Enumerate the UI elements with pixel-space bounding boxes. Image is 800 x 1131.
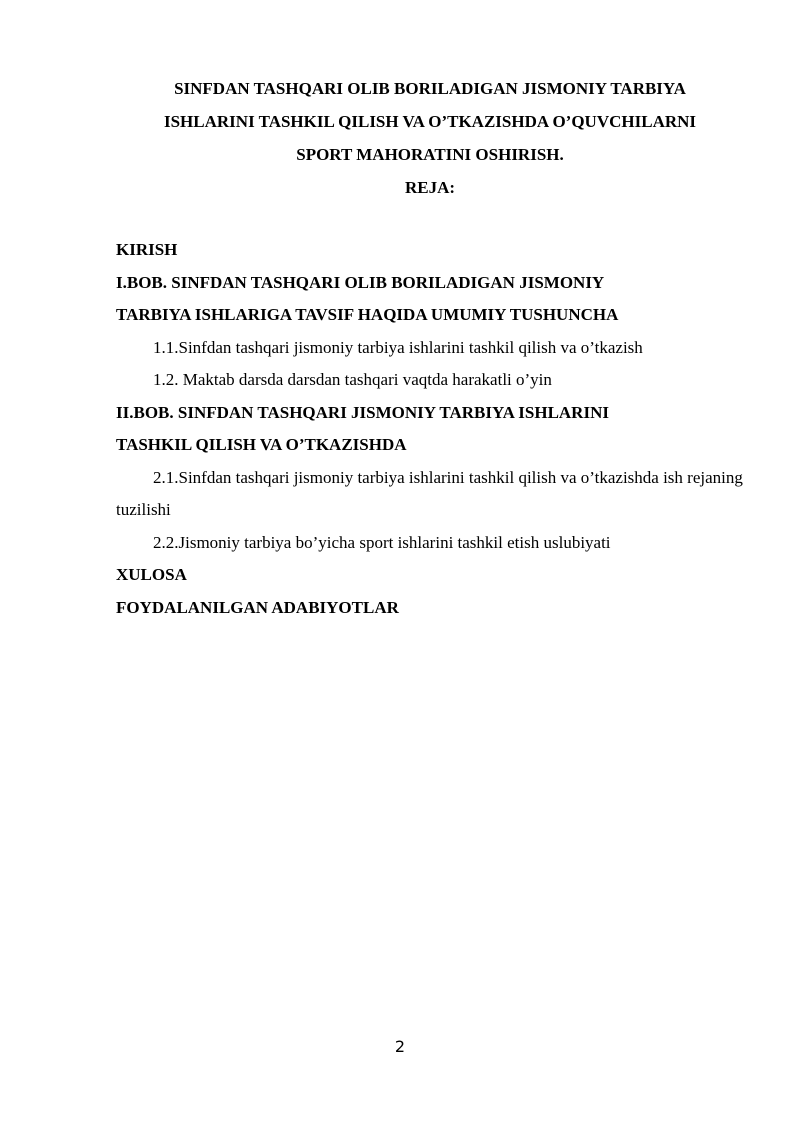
toc-chapter1-line1: I.BOB. SINFDAN TASHQARI OLIB BORILADIGAN JISMONIY [116, 272, 605, 292]
toc-chapter2-line2: TASHKIL QILISH VA O’TKAZISHDA [116, 435, 407, 454]
toc-section-2-2: 2.2.Jismoniy tarbiya bo’yicha sport ishlarini tashkil etish uslubiyati [153, 532, 611, 552]
toc-intro: KIRISH [116, 240, 178, 259]
title-line-3: SPORT MAHORATINI OSHIRISH. [296, 145, 564, 164]
title-line-2: ISHLARINI TASHKIL QILISH VA O’TKAZISHDA O’QUVCHILARNI [163, 112, 697, 131]
toc-chapter2-line1: II.BOB. SINFDAN TASHQARI JISMONIY TARBIYA ISHLARINI [116, 402, 609, 422]
toc-conclusion: XULOSA [116, 565, 187, 584]
table-of-contents [116, 234, 756, 624]
page-number: 2 [394, 1037, 406, 1056]
toc-section-1-1: 1.1.Sinfdan tashqari jismoniy tarbiya ishlarini tashkil qilish va o’tkazish [153, 337, 643, 357]
toc-chapter1-line2: TARBIYA ISHLARIGA TAVSIF HAQIDA UMUMIY TUSHUNCHA [116, 305, 619, 324]
title-line-1: SINFDAN TASHQARI OLIB BORILADIGAN JISMONIY TARBIYA [174, 79, 686, 98]
plan-heading: REJA: [404, 178, 456, 197]
toc-references: FOYDALANILGAN ADABIYOTLAR [116, 597, 399, 617]
toc-section-1-2: 1.2. Maktab darsda darsdan tashqari vaqtda harakatli o’yin [153, 370, 552, 389]
toc-section-2-1: 2.1.Sinfdan tashqari jismoniy tarbiya ishlarini tashkil qilish va o’tkazishda ish rejaning tuzilishi [116, 467, 743, 519]
document-title [100, 72, 760, 204]
